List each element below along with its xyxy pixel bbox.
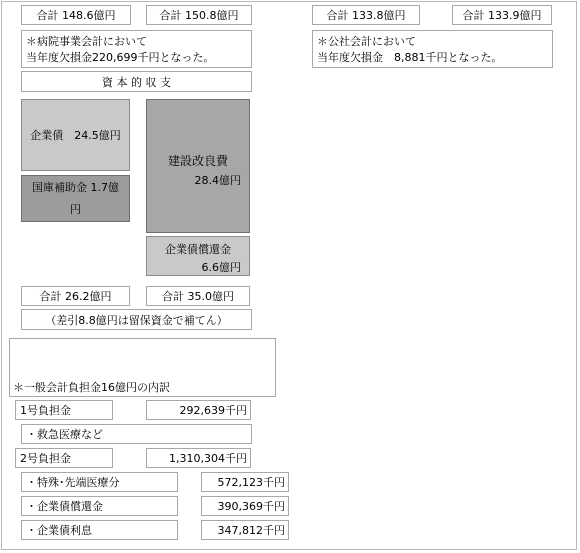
total-hospital-revenue: 合計 148.6億円 bbox=[21, 5, 131, 25]
note-hospital-line2: 当年度欠損金220,699千円となった。 bbox=[26, 51, 215, 64]
sub-row-label: ・企業債利息 bbox=[21, 520, 178, 540]
total-public-expense: 合計 133.9億円 bbox=[452, 5, 552, 25]
subsidy-block: 国庫補助金 1.7億円 bbox=[21, 175, 130, 222]
burden1-detail: ・救急医療など bbox=[21, 424, 252, 444]
total-public-revenue: 合計 133.8億円 bbox=[312, 5, 420, 25]
note-public-line2: 当年度欠損金 8,881千円となった。 bbox=[317, 51, 503, 64]
sub-row-value: 572,123千円 bbox=[201, 472, 289, 492]
general-account-title-box bbox=[9, 338, 276, 397]
sub-row-label: ・特殊･先端医療分 bbox=[21, 472, 178, 492]
burden2-label: 2号負担金 bbox=[15, 448, 113, 468]
note-public-line1: ＊公社会計において bbox=[317, 35, 416, 48]
sub-row-label: ・企業債償還金 bbox=[21, 496, 178, 516]
note-hospital-line1: ＊病院事業会計において bbox=[26, 35, 147, 48]
capital-total-right: 合計 35.0億円 bbox=[146, 286, 250, 306]
burden2-value: 1,310,304千円 bbox=[146, 448, 251, 468]
repayment-label: 企業債償還金 bbox=[165, 243, 231, 256]
note-public-deficit bbox=[312, 30, 553, 68]
capital-total-left: 合計 26.2億円 bbox=[21, 286, 130, 306]
burden1-label: 1号負担金 bbox=[15, 400, 113, 420]
note-hospital-deficit bbox=[21, 30, 252, 68]
sub-row-value: 390,369千円 bbox=[201, 496, 289, 516]
sub-row-value: 347,812千円 bbox=[201, 520, 289, 540]
repayment-value: 6.6億円 bbox=[201, 261, 241, 274]
construction-label: 建設改良費 bbox=[167, 154, 228, 168]
burden1-value: 292,639千円 bbox=[146, 400, 251, 420]
total-hospital-expense: 合計 150.8億円 bbox=[146, 5, 252, 25]
repayment-block bbox=[146, 236, 250, 276]
capital-section-title: 資 本 的 収 支 bbox=[21, 71, 252, 92]
construction-block bbox=[146, 99, 250, 233]
capital-diff-note: （差引8.8億円は留保資金で補てん） bbox=[21, 309, 252, 330]
bond-revenue-block: 企業債 24.5億円 bbox=[21, 99, 130, 171]
construction-value: 28.4億円 bbox=[194, 174, 241, 187]
general-account-title: ＊一般会計負担金16億円の内訳 bbox=[13, 381, 170, 394]
